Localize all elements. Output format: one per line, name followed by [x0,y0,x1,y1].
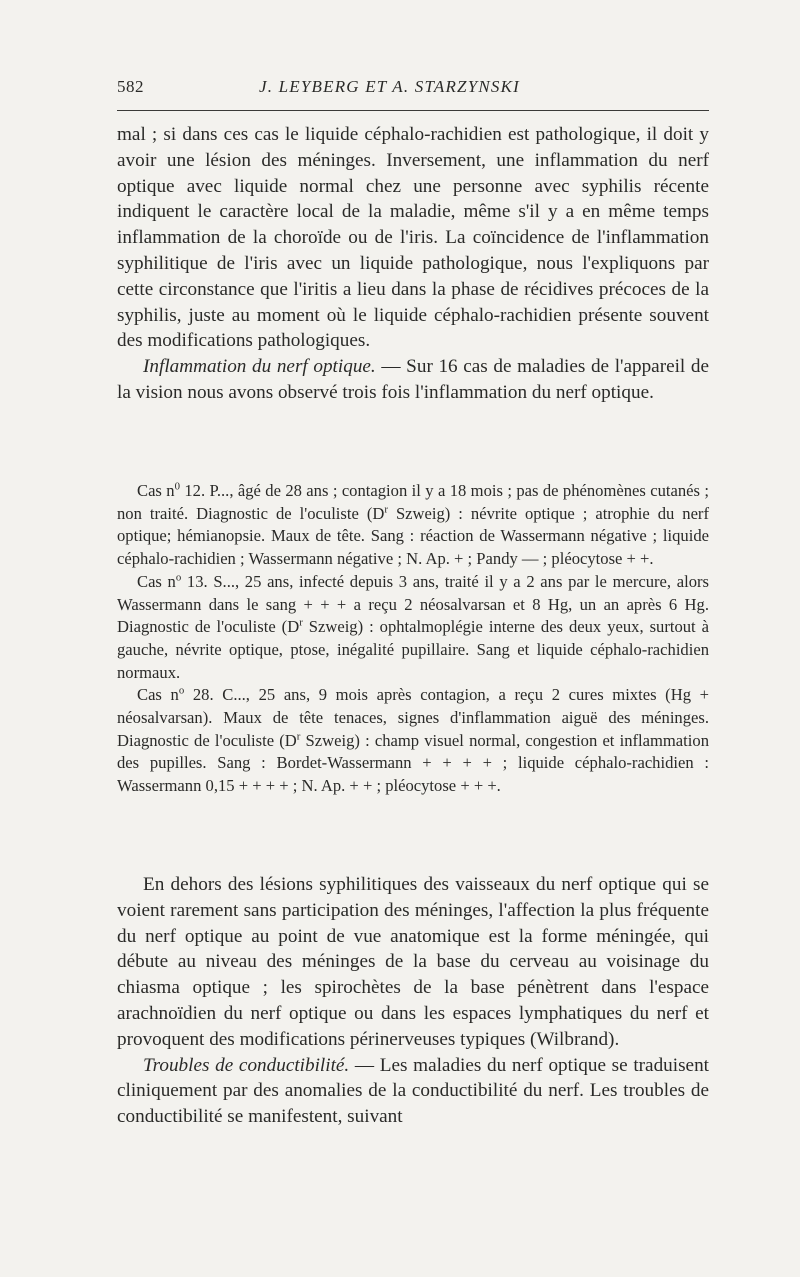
subheading-optic-nerve: Inflammation du nerf optique. [143,356,376,378]
paragraph-1: mal ; si dans ces cas le liquide céphalo-rachidien est pathologique, il doit y avoir une lésion des méninges. Inversement, une inflammation du nerf optique avec liquide normal chez une personne avec syphilis récente indiquent le caractère local de la maladie, même s'il y a en même temps inflammation de la choroïde ou de l'iris. La coïncidence de l'inflammation syphilitique de l'iris avec un liquide pathologique, nous l'expliquons par cette circonstance que l'iritis a lieu dans la phase de récidives précoces de la syphilis, juste au moment où le liquide céphalo-rachidien présente souvent des modifications pathologiques. [117,124,709,352]
section-1 [117,122,709,406]
page-number: 582 [117,77,144,96]
paragraph-2-text: — Sur 16 cas de maladies de l'appareil de la vision nous avons observé trois fois l'inflammation du nerf optique. [117,356,710,403]
running-title: J. LEYBERG ET A. STARZYNSKI [259,77,520,96]
section-2 [117,872,709,1130]
paragraph-3: En dehors des lésions syphilitiques des vaisseaux du nerf optique qui se voient rarement sans participation des méninges, l'affection la plus fréquente du nerf optique au point de vue anatomique est la forme méningée, qui débute au niveau des méninges de la base du cerveau au voisinage du chiasma optique ; les spirochètes de la base pénètrent dans l'espace arachnoïdien du nerf optique ou dans les espaces lymphatiques du nerf et provoquent des modifications périnerveuses typiques (Wilbrand). [117,874,709,1050]
case-12: Cas $n^0$ 12. P..., âgé de 28 ans ; contagion il y a 18 mois ; pas de phénomènes cutanés ; non traité. Diagnostic de l'oculiste ($D^r$ Szweig) : névrite optique ; atrophie du nerf optique; hémianopsie. Maux de tête. Sang : réaction de Wassermann négative ; liquide céphalo-rachidien ; Wassermann négative ; N. Ap. + ; Pandy — ; pléocytose + +. [117,480,709,569]
paragraph-4-text: — Les maladies du nerf optique se traduisent cliniquement par des anomalies de la conductibilité du nerf. Les troubles de conductibilité se manifestent, suivant [117,1054,709,1128]
case-reports [117,480,709,798]
paragraph-2 [117,354,709,406]
paragraph-4 [117,1053,709,1130]
running-header [117,77,709,101]
case-13: Cas $n^o$ 13. S..., 25 ans, infecté depuis 3 ans, traité il y a 2 ans par le mercure, alors Wassermann dans le sang + + + a reçu 2 néosalvarsan et 8 Hg, un an après 6 Hg. Diagnostic de l'oculiste ($D^r$ Szweig) : ophtalmoplégie interne des deux yeux, surtout à gauche, névrite optique, ptose, inégalité pupillaire. Sang et liquide céphalo-rachidien normaux. [117,571,709,682]
case-28: Cas $n^o$ 28. C..., 25 ans, 9 mois après contagion, a reçu 2 cures mixtes (Hg + néosalvarsan). Maux de tête tenaces, signes d'inflammation aiguë des méninges. Diagnostic de l'oculiste ($D^r$ Szweig) : champ visuel normal, congestion et inflammation des pupilles. Sang : Bordet-Wassermann + + + + ; liquide céphalo-rachidien : Wassermann 0,15 + + + + ; N. Ap. + + ; pléocytose + + +. [117,684,709,796]
header-rule [117,110,709,111]
subheading-conductibility: Troubles de conductibilité. [143,1054,350,1076]
